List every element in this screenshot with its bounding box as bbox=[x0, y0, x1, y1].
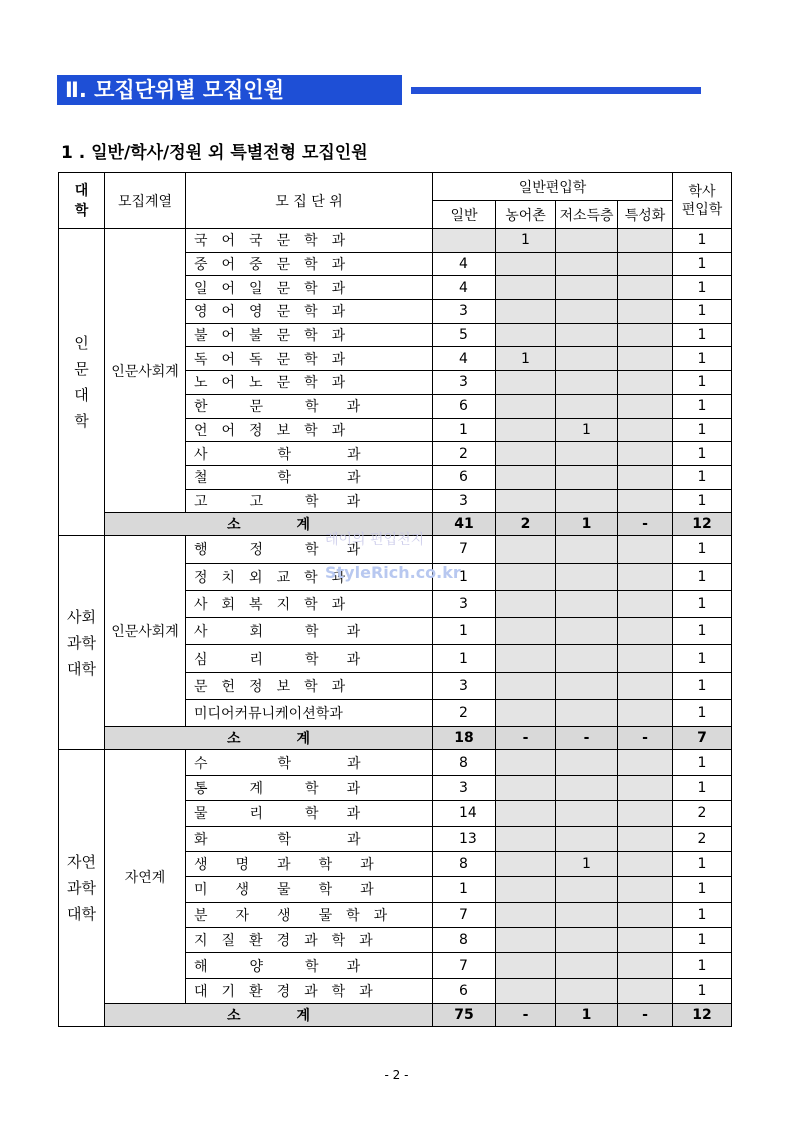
unit-name: 중 어 중 문 학 과 bbox=[194, 257, 346, 274]
general-cell: 1 bbox=[433, 645, 496, 672]
low-cell: 1 bbox=[556, 851, 618, 876]
low-cell bbox=[556, 700, 618, 727]
low-cell bbox=[556, 978, 618, 1003]
college-cell: 인 문 대 학 bbox=[59, 229, 105, 536]
subtotal-spec: - bbox=[618, 513, 673, 536]
unit-name: 독 어 독 문 학 과 bbox=[194, 351, 346, 368]
spec-cell bbox=[618, 276, 673, 300]
general-cell: 7 bbox=[433, 953, 496, 978]
bach-cell: 1 bbox=[673, 371, 732, 395]
spec-cell bbox=[618, 465, 673, 489]
low-cell bbox=[556, 877, 618, 902]
farm-cell bbox=[496, 371, 556, 395]
subtotal-spec: - bbox=[618, 727, 673, 750]
general-cell: 3 bbox=[433, 590, 496, 617]
bach-cell: 1 bbox=[673, 953, 732, 978]
farm-cell bbox=[496, 672, 556, 699]
spec-cell bbox=[618, 300, 673, 324]
bach-cell: 1 bbox=[673, 902, 732, 927]
farm-cell bbox=[496, 645, 556, 672]
spec-cell bbox=[618, 371, 673, 395]
unit-name: 문 헌 정 보 학 과 bbox=[194, 678, 346, 695]
low-cell bbox=[556, 300, 618, 324]
farm-cell: 1 bbox=[496, 229, 556, 253]
general-cell: 2 bbox=[433, 700, 496, 727]
farm-cell bbox=[496, 465, 556, 489]
unit-cell bbox=[186, 700, 433, 727]
unit-name: 심 리 학 과 bbox=[194, 651, 361, 668]
low-cell bbox=[556, 645, 618, 672]
bach-cell: 1 bbox=[673, 672, 732, 699]
general-cell: 5 bbox=[433, 323, 496, 347]
spec-cell bbox=[618, 928, 673, 953]
bach-cell: 1 bbox=[673, 563, 732, 590]
spec-cell bbox=[618, 536, 673, 563]
unit-name: 분 자 생 물 학 과 bbox=[194, 907, 388, 924]
bach-cell: 1 bbox=[673, 418, 732, 442]
bach-cell: 1 bbox=[673, 347, 732, 371]
bach-cell: 1 bbox=[673, 276, 732, 300]
spec-cell bbox=[618, 590, 673, 617]
spec-cell bbox=[618, 978, 673, 1003]
watermark-url: StyleRich.co.kr bbox=[325, 563, 461, 582]
unit-cell bbox=[186, 394, 433, 418]
unit-name: 통 계 학 과 bbox=[194, 780, 361, 797]
subtotal-low: 1 bbox=[556, 513, 618, 536]
watermark-text: 레이의 편입천지 bbox=[325, 532, 425, 548]
subtotal-low: - bbox=[556, 727, 618, 750]
subtotal-bach: 7 bbox=[673, 727, 732, 750]
bach-cell: 1 bbox=[673, 775, 732, 800]
unit-name: 한 문 학 과 bbox=[194, 399, 361, 416]
low-cell bbox=[556, 323, 618, 347]
low-cell bbox=[556, 590, 618, 617]
unit-name: 철 학 과 bbox=[194, 470, 361, 487]
title-rule bbox=[411, 87, 701, 94]
unit-cell bbox=[186, 750, 433, 775]
unit-cell bbox=[186, 442, 433, 466]
general-cell: 6 bbox=[433, 465, 496, 489]
farm-cell bbox=[496, 877, 556, 902]
unit-name: 물 리 학 과 bbox=[194, 806, 361, 823]
low-cell bbox=[556, 536, 618, 563]
general-cell: 3 bbox=[433, 672, 496, 699]
unit-cell bbox=[186, 953, 433, 978]
subtotal-label: 소 계 bbox=[105, 1004, 433, 1027]
subtotal-farm: - bbox=[496, 1004, 556, 1027]
header-general: 일반 bbox=[433, 201, 496, 229]
general-cell: 4 bbox=[433, 347, 496, 371]
subtotal-label: 소 계 bbox=[105, 727, 433, 750]
low-cell bbox=[556, 750, 618, 775]
low-cell bbox=[556, 489, 618, 513]
header-low-income: 저소득층 bbox=[556, 201, 618, 229]
general-cell: 3 bbox=[433, 371, 496, 395]
header-general-transfer: 일반편입학 bbox=[433, 173, 673, 201]
general-cell: 7 bbox=[433, 902, 496, 927]
farm-cell bbox=[496, 563, 556, 590]
recruitment-table bbox=[58, 172, 732, 1027]
spec-cell bbox=[618, 801, 673, 826]
low-cell bbox=[556, 953, 618, 978]
header-unit: 모 집 단 위 bbox=[186, 173, 433, 229]
spec-cell bbox=[618, 826, 673, 851]
low-cell bbox=[556, 801, 618, 826]
unit-name: 일 어 일 문 학 과 bbox=[194, 280, 346, 297]
farm-cell bbox=[496, 750, 556, 775]
farm-cell bbox=[496, 618, 556, 645]
unit-cell bbox=[186, 465, 433, 489]
general-cell: 1 bbox=[433, 618, 496, 645]
farm-cell bbox=[496, 590, 556, 617]
farm-cell: 1 bbox=[496, 347, 556, 371]
subtotal-farm: - bbox=[496, 727, 556, 750]
low-cell bbox=[556, 394, 618, 418]
spec-cell bbox=[618, 442, 673, 466]
spec-cell bbox=[618, 618, 673, 645]
spec-cell bbox=[618, 394, 673, 418]
farm-cell bbox=[496, 323, 556, 347]
bach-cell: 1 bbox=[673, 700, 732, 727]
unit-cell bbox=[186, 928, 433, 953]
unit-cell bbox=[186, 371, 433, 395]
farm-cell bbox=[496, 851, 556, 876]
unit-cell bbox=[186, 672, 433, 699]
unit-name: 미디어커뮤니케이션학과 bbox=[194, 706, 343, 723]
unit-cell bbox=[186, 877, 433, 902]
unit-cell bbox=[186, 418, 433, 442]
spec-cell bbox=[618, 563, 673, 590]
unit-name: 사 회 복 지 학 과 bbox=[194, 596, 346, 613]
spec-cell bbox=[618, 953, 673, 978]
unit-name: 국 어 국 문 학 과 bbox=[194, 233, 346, 250]
unit-name: 불 어 불 문 학 과 bbox=[194, 328, 346, 345]
farm-cell bbox=[496, 536, 556, 563]
farm-cell bbox=[496, 700, 556, 727]
general-cell bbox=[433, 229, 496, 253]
farm-cell bbox=[496, 826, 556, 851]
low-cell bbox=[556, 347, 618, 371]
unit-cell bbox=[186, 618, 433, 645]
spec-cell bbox=[618, 672, 673, 699]
general-cell: 8 bbox=[433, 851, 496, 876]
unit-name: 정 치 외 교 학 과 bbox=[194, 569, 346, 586]
unit-name: 화 학 과 bbox=[194, 831, 361, 848]
unit-name: 언 어 정 보 학 과 bbox=[194, 422, 346, 439]
unit-cell bbox=[186, 978, 433, 1003]
bach-cell: 1 bbox=[673, 877, 732, 902]
bach-cell: 1 bbox=[673, 750, 732, 775]
low-cell bbox=[556, 672, 618, 699]
unit-cell bbox=[186, 902, 433, 927]
spec-cell bbox=[618, 489, 673, 513]
general-cell: 1 bbox=[433, 418, 496, 442]
bach-cell: 1 bbox=[673, 536, 732, 563]
spec-cell bbox=[618, 252, 673, 276]
bach-cell: 1 bbox=[673, 229, 732, 253]
spec-cell bbox=[618, 877, 673, 902]
subtotal-farm: 2 bbox=[496, 513, 556, 536]
subtotal-bach: 12 bbox=[673, 513, 732, 536]
subtotal-row bbox=[59, 727, 732, 750]
subtotal-spec: - bbox=[618, 1004, 673, 1027]
unit-name: 지 질 환 경 과 학 과 bbox=[194, 933, 373, 950]
general-cell: 2 bbox=[433, 442, 496, 466]
general-cell: 14 bbox=[433, 801, 496, 826]
low-cell bbox=[556, 826, 618, 851]
header-field: 모집계열 bbox=[105, 173, 186, 229]
header-specialized: 특성화 bbox=[618, 201, 673, 229]
unit-cell bbox=[186, 489, 433, 513]
unit-name: 행 정 학 과 bbox=[194, 542, 361, 559]
bach-cell: 2 bbox=[673, 801, 732, 826]
bach-cell: 2 bbox=[673, 826, 732, 851]
unit-cell bbox=[186, 252, 433, 276]
unit-cell bbox=[186, 590, 433, 617]
table-row bbox=[59, 750, 732, 775]
subtotal-general: 75 bbox=[433, 1004, 496, 1027]
unit-name: 생 명 과 학 과 bbox=[194, 857, 374, 874]
low-cell bbox=[556, 928, 618, 953]
field-cell: 인문사회계 bbox=[105, 229, 186, 513]
unit-cell bbox=[186, 229, 433, 253]
unit-cell bbox=[186, 347, 433, 371]
general-cell: 4 bbox=[433, 276, 496, 300]
unit-cell bbox=[186, 775, 433, 800]
spec-cell bbox=[618, 229, 673, 253]
bach-cell: 1 bbox=[673, 978, 732, 1003]
college-cell: 사회 과학 대학 bbox=[59, 536, 105, 750]
bach-cell: 1 bbox=[673, 489, 732, 513]
college-cell: 자연 과학 대학 bbox=[59, 750, 105, 1027]
low-cell bbox=[556, 252, 618, 276]
general-cell: 6 bbox=[433, 978, 496, 1003]
low-cell bbox=[556, 465, 618, 489]
farm-cell bbox=[496, 978, 556, 1003]
low-cell bbox=[556, 618, 618, 645]
low-cell bbox=[556, 276, 618, 300]
subtotal-label: 소 계 bbox=[105, 513, 433, 536]
low-cell bbox=[556, 442, 618, 466]
general-cell: 6 bbox=[433, 394, 496, 418]
subtotal-general: 41 bbox=[433, 513, 496, 536]
bach-cell: 1 bbox=[673, 394, 732, 418]
farm-cell bbox=[496, 252, 556, 276]
spec-cell bbox=[618, 775, 673, 800]
unit-name: 대 기 환 경 과 학 과 bbox=[194, 984, 373, 1001]
farm-cell bbox=[496, 276, 556, 300]
bach-cell: 1 bbox=[673, 442, 732, 466]
spec-cell bbox=[618, 323, 673, 347]
subtotal-general: 18 bbox=[433, 727, 496, 750]
low-cell bbox=[556, 563, 618, 590]
bach-cell: 1 bbox=[673, 590, 732, 617]
bach-cell: 1 bbox=[673, 252, 732, 276]
spec-cell bbox=[618, 645, 673, 672]
farm-cell bbox=[496, 442, 556, 466]
bach-cell: 1 bbox=[673, 618, 732, 645]
unit-cell bbox=[186, 826, 433, 851]
general-cell: 3 bbox=[433, 775, 496, 800]
farm-cell bbox=[496, 801, 556, 826]
farm-cell bbox=[496, 775, 556, 800]
page-number: - 2 - bbox=[384, 1068, 409, 1082]
bach-cell: 1 bbox=[673, 645, 732, 672]
farm-cell bbox=[496, 300, 556, 324]
spec-cell bbox=[618, 902, 673, 927]
unit-cell bbox=[186, 276, 433, 300]
spec-cell bbox=[618, 347, 673, 371]
farm-cell bbox=[496, 489, 556, 513]
farm-cell bbox=[496, 953, 556, 978]
spec-cell bbox=[618, 418, 673, 442]
general-cell: 3 bbox=[433, 489, 496, 513]
low-cell bbox=[556, 902, 618, 927]
section-title: Ⅱ. 모집단위별 모집인원 bbox=[57, 75, 402, 105]
general-cell: 13 bbox=[433, 826, 496, 851]
farm-cell bbox=[496, 928, 556, 953]
spec-cell bbox=[618, 700, 673, 727]
unit-cell bbox=[186, 801, 433, 826]
general-cell: 3 bbox=[433, 300, 496, 324]
general-cell: 1 bbox=[433, 563, 496, 590]
unit-name: 사 학 과 bbox=[194, 446, 361, 463]
table-row bbox=[59, 229, 732, 253]
general-cell: 4 bbox=[433, 252, 496, 276]
field-cell: 자연계 bbox=[105, 750, 186, 1004]
bach-cell: 1 bbox=[673, 300, 732, 324]
header-bachelor: 학사 편입학 bbox=[673, 173, 732, 229]
low-cell bbox=[556, 371, 618, 395]
bach-cell: 1 bbox=[673, 465, 732, 489]
bach-cell: 1 bbox=[673, 323, 732, 347]
unit-name: 수 학 과 bbox=[194, 755, 361, 772]
header-college: 대 학 bbox=[59, 173, 105, 229]
subtotal-row bbox=[59, 1004, 732, 1027]
field-cell: 인문사회계 bbox=[105, 536, 186, 727]
general-cell: 7 bbox=[433, 536, 496, 563]
unit-name: 노 어 노 문 학 과 bbox=[194, 375, 346, 392]
low-cell bbox=[556, 775, 618, 800]
unit-name: 해 양 학 과 bbox=[194, 958, 361, 975]
unit-cell bbox=[186, 323, 433, 347]
unit-cell bbox=[186, 851, 433, 876]
bach-cell: 1 bbox=[673, 851, 732, 876]
unit-name: 사 회 학 과 bbox=[194, 624, 361, 641]
spec-cell bbox=[618, 851, 673, 876]
general-cell: 8 bbox=[433, 750, 496, 775]
subtotal-bach: 12 bbox=[673, 1004, 732, 1027]
unit-cell bbox=[186, 300, 433, 324]
unit-name: 고 고 학 과 bbox=[194, 493, 361, 510]
subsection-title: 1 . 일반/학사/정원 외 특별전형 모집인원 bbox=[61, 143, 368, 163]
low-cell: 1 bbox=[556, 418, 618, 442]
farm-cell bbox=[496, 394, 556, 418]
bach-cell: 1 bbox=[673, 928, 732, 953]
farm-cell bbox=[496, 902, 556, 927]
subtotal-low: 1 bbox=[556, 1004, 618, 1027]
general-cell: 8 bbox=[433, 928, 496, 953]
low-cell bbox=[556, 229, 618, 253]
unit-name: 영 어 영 문 학 과 bbox=[194, 304, 346, 321]
spec-cell bbox=[618, 750, 673, 775]
header-farm: 농어촌 bbox=[496, 201, 556, 229]
farm-cell bbox=[496, 418, 556, 442]
unit-name: 미 생 물 학 과 bbox=[194, 882, 374, 899]
unit-cell bbox=[186, 645, 433, 672]
general-cell: 1 bbox=[433, 877, 496, 902]
